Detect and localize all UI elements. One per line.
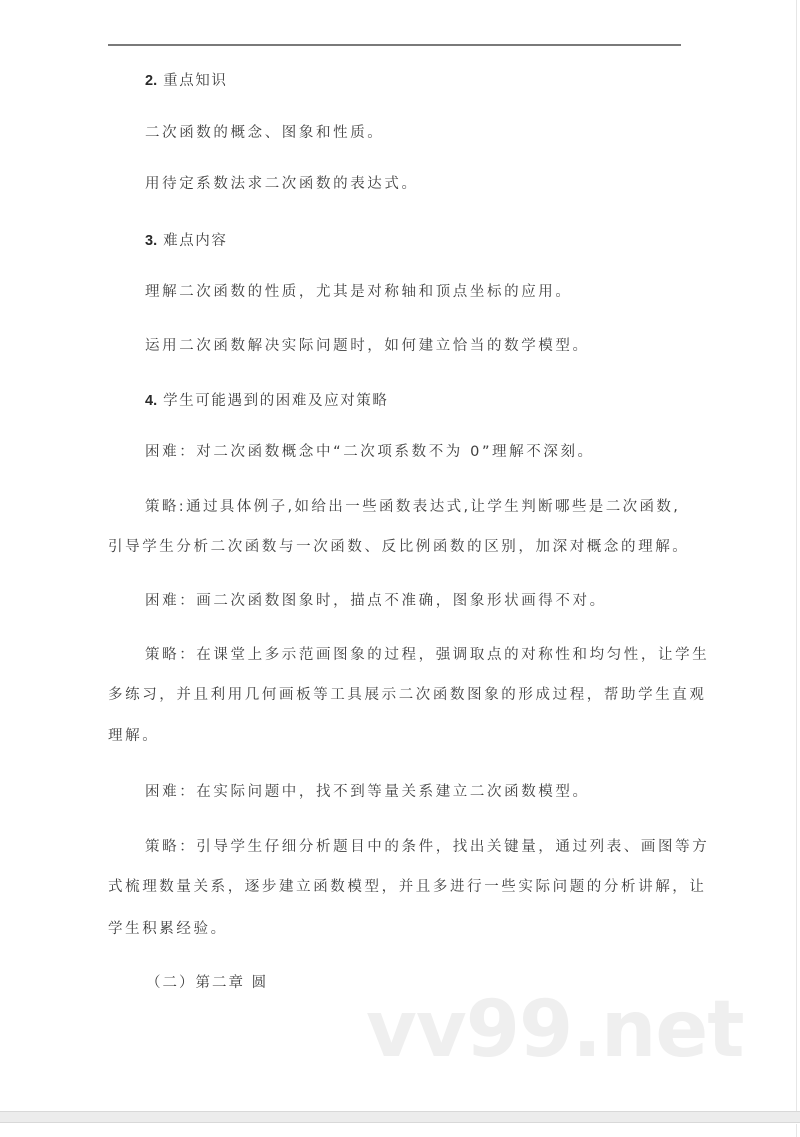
strategy-text-continued: 引导学生分析二次函数与一次函数、反比例函数的区别，加深对概念的理解。 bbox=[108, 539, 690, 555]
strategy-text-continued: 式梳理数量关系，逐步建立函数模型，并且多进行一些实际问题的分析讲解，让 bbox=[108, 879, 707, 895]
next-page-top bbox=[0, 1124, 797, 1137]
difficulty-text: 困难：对二次函数概念中“二次项系数不为 0”理解不深刻。 bbox=[145, 444, 595, 460]
section-number: 4. bbox=[145, 393, 158, 409]
header-rule bbox=[108, 44, 681, 46]
section-heading-4 bbox=[145, 391, 389, 411]
paragraph: 理解二次函数的性质，尤其是对称轴和顶点坐标的应用。 bbox=[145, 284, 573, 300]
difficulty-text: 困难：在实际问题中，找不到等量关系建立二次函数模型。 bbox=[145, 784, 590, 800]
paragraph: 运用二次函数解决实际问题时，如何建立恰当的数学模型。 bbox=[145, 338, 590, 354]
watermark: vv99.net bbox=[366, 985, 744, 1075]
strategy-text: 策略：在课堂上多示范画图象的过程，强调取点的对称性和均匀性，让学生 bbox=[145, 647, 710, 663]
paragraph: 二次函数的概念、图象和性质。 bbox=[145, 125, 385, 141]
section-heading-2 bbox=[145, 71, 228, 91]
section-number: 3. bbox=[145, 233, 158, 249]
difficulty-text: 困难：画二次函数图象时，描点不准确，图象形状画得不对。 bbox=[145, 593, 607, 609]
strategy-text-continued: 学生积累经验。 bbox=[108, 921, 228, 937]
section-title: 难点内容 bbox=[163, 233, 228, 249]
page-separator bbox=[0, 1111, 800, 1123]
strategy-text-continued: 理解。 bbox=[108, 728, 160, 744]
paragraph: 用待定系数法求二次函数的表达式。 bbox=[145, 176, 419, 192]
section-heading-3 bbox=[145, 231, 228, 251]
section-title: 重点知识 bbox=[163, 73, 228, 89]
strategy-text-continued: 多练习，并且利用几何画板等工具展示二次函数图象的形成过程，帮助学生直观 bbox=[108, 687, 707, 703]
strategy-text: 策略：引导学生仔细分析题目中的条件，找出关键量，通过列表、画图等方 bbox=[145, 839, 710, 855]
section-number: 2. bbox=[145, 73, 158, 89]
section-title: 学生可能遇到的困难及应对策略 bbox=[163, 393, 389, 409]
chapter-heading: （二）第二章 圆 bbox=[146, 975, 269, 991]
strategy-text: 策略:通过具体例子,如给出一些函数表达式,让学生判断哪些是二次函数, bbox=[145, 499, 681, 515]
